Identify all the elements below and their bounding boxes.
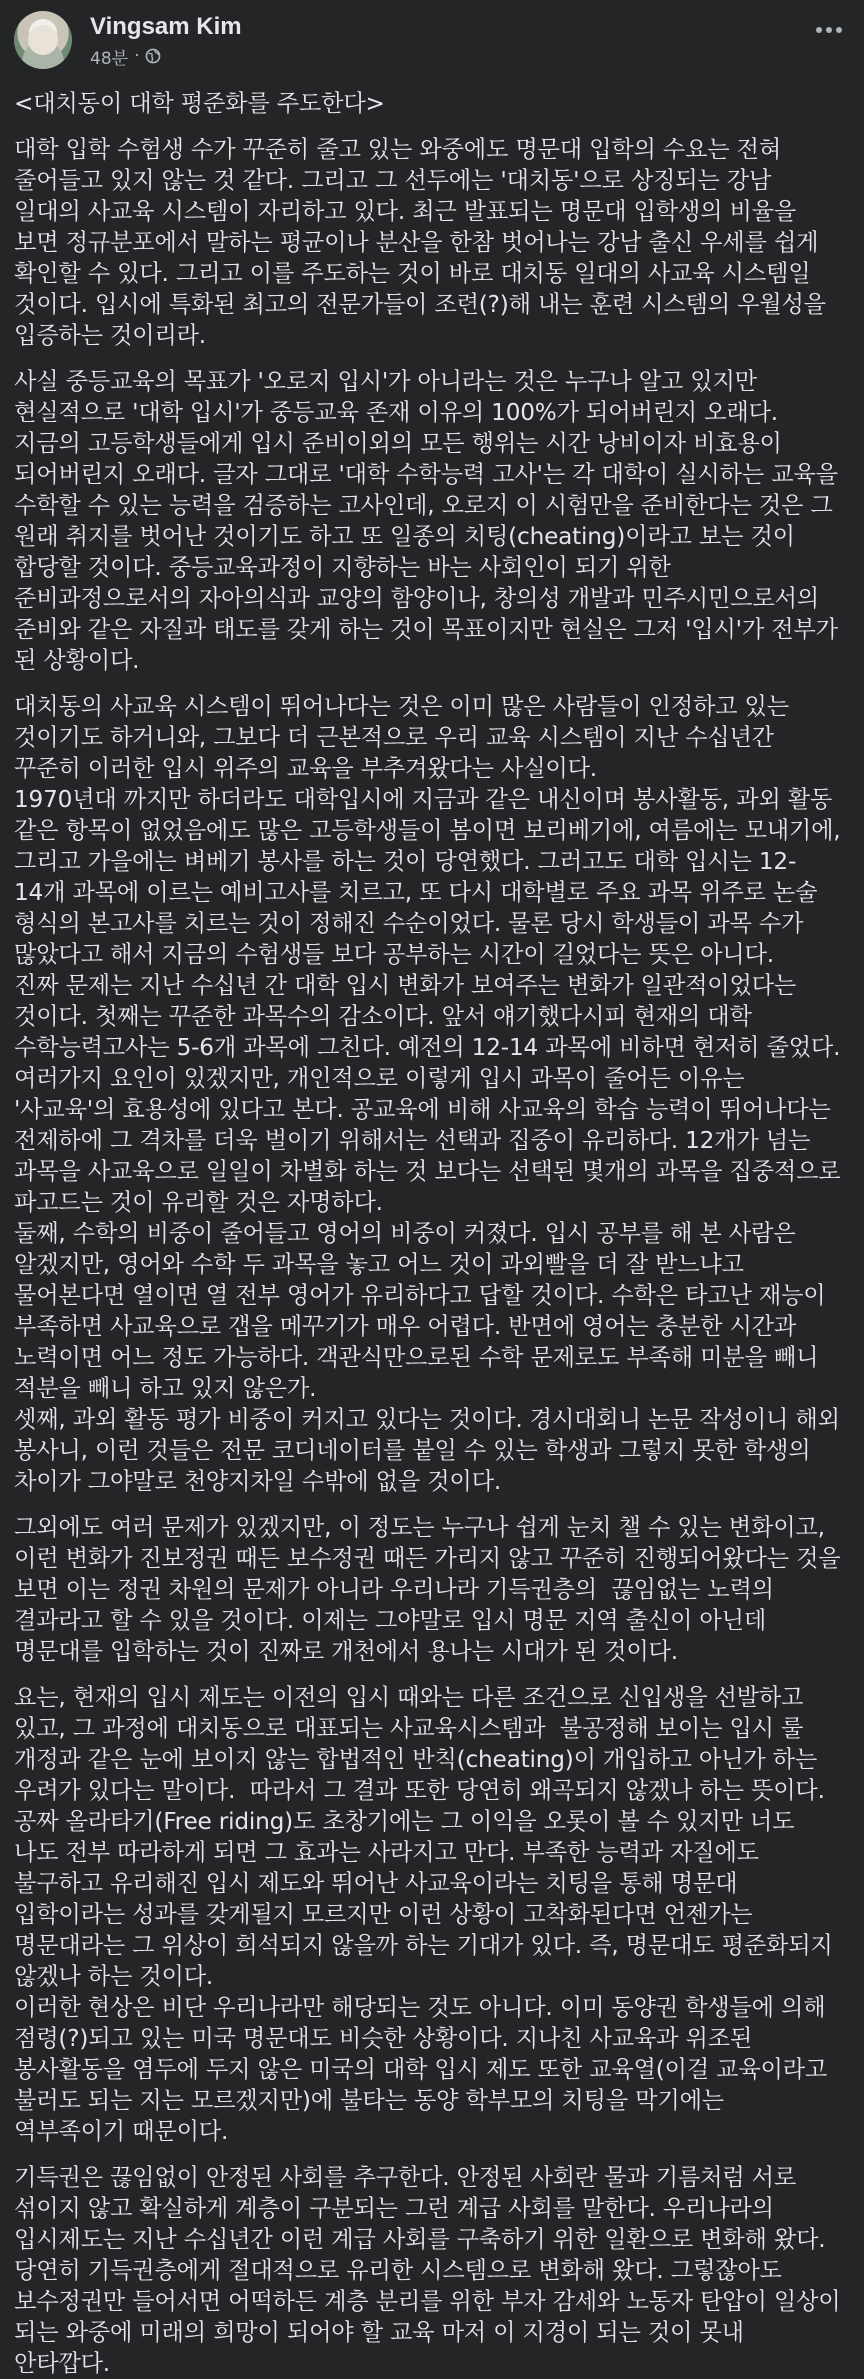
- more-dot: [816, 27, 822, 33]
- post-paragraph: 그외에도 여러 문제가 있겠지만, 이 정도는 누구나 쉽게 눈치 챌 수 있는 변화이고, 이런 변화가 진보정권 때든 보수정권 때든 가리지 않고 꾸준히 진행되어왔다는 것을 보면 이는 정권 차원의 문제가 아니라 우리나라 기득권층의 끊임없는 노력의 결과라고 할 수 있을 것이다. 이제는 그야말로 입시 명문 지역 출신이 아닌데 명문대를 입학하는 것이 진짜로 개천에서 용나는 시대가 된 것이다.: [14, 1514, 848, 1665]
- separator-dot: ·: [134, 46, 140, 66]
- post-paragraph: 둘째, 수학의 비중이 줄어들고 영어의 비중이 커졌다. 입시 공부를 해 본 사람은 알겠지만, 영어와 수학 두 과목을 놓고 어느 것이 과외빨을 더 잘 받느냐고 물어본다면 열이면 열 전부 영어가 유리하다고 답할 것이다. 수학은 타고난 재능이 부족하면 사교육으로 갭을 메꾸기가 매우 어렵다. 반면에 영어는 충분한 시간과 노력이면 어느 정도 가능하다. 객관식만으로된 수학 문제로도 부족해 미분을 빼니 적분을 빼니 하고 있지 않은가.: [14, 1220, 833, 1402]
- globe-icon[interactable]: [145, 48, 161, 64]
- author-name[interactable]: Vingsam Kim: [90, 12, 242, 40]
- more-dot: [826, 27, 832, 33]
- post-paragraph: 대학 입학 수험생 수가 꾸준히 줄고 있는 와중에도 명문대 입학의 수요는 전혀 줄어들고 있지 않는 것 같다. 그리고 그 선두에는 '대치동'으로 상징되는 강남 일대의 사교육 시스템이 자리하고 있다. 최근 발표되는 명문대 입학생의 비율을 보면 정규분포에서 말하는 평균이나 분산을 한참 벗어나는 강남 출신 우세를 쉽게 확인할 수 있다. 그리고 이를 주도하는 것이 바로 대치동 일대의 사교육 시스템일 것이다. 입시에 특화된 최고의 전문가들이 조련(?)해 내는 훈련 시스템의 우월성을 입증하는 것이리라.: [14, 136, 834, 349]
- more-dot: [836, 27, 842, 33]
- post-header: [14, 0, 846, 78]
- more-options-icon[interactable]: [812, 13, 846, 47]
- post-subline: [90, 44, 812, 69]
- post-paragraph: 사실 중등교육의 목표가 '오로지 입시'가 아니라는 것은 누구나 알고 있지만 현실적으로 '대학 입시'가 중등교육 존재 이유의 100%가 되어버린지 오래다. 지금의 고등학생들에게 입시 준비이외의 모든 행위는 시간 낭비이자 비효용이 되어버린지 오래다. 글자 그대로 '대학 수학능력 고사'는 각 대학이 실시하는 교육을 수학할 수 있는 능력을 검증하는 고사인데, 오로지 이 시험만을 준비한다는 것은 그 원래 취지를 벗어난 것이기도 하고 또 일종의 치팅(cheating)이라고 보는 것이 합당할 것이다. 중등교육과정이 지향하는 바는 사회인이 되기 위한 준비과정으로서의 자아의식과 교양의 함양이나, 창의성 개발과 민주시민으로서의 준비와 같은 자질과 태도를 갖게 하는 것이 목표이지만 현실은 그저 '입시'가 전부가 된 상황이다.: [14, 368, 845, 674]
- post-title: <대치동이 대학 평준화를 주도한다>: [14, 90, 385, 117]
- post-paragraph: 셋째, 과외 활동 평가 비중이 커지고 있다는 것이다. 경시대회니 논문 작성이니 해외 봉사니, 이런 것들은 전문 코디네이터를 붙일 수 있는 학생과 그렇지 못한 학생의 차이가 그야말로 천양지차일 수밖에 없을 것이다.: [14, 1406, 847, 1495]
- post-paragraph: 진짜 문제는 지난 수십년 간 대학 입시 변화가 보여주는 변화가 일관적이었다는 것이다. 첫째는 꾸준한 과목수의 감소이다. 앞서 얘기했다시피 현재의 대학 수학능력고사는 5-6개 과목에 그친다. 예전의 12-14 과목에 비하면 현저히 줄었다. 여러가지 요인이 있겠지만, 개인적으로 이렇게 입시 과목이 줄어든 이유는 '사교육'의 효용성에 있다고 본다. 공교육에 비해 사교육의 학습 능력이 뛰어나다는 전제하에 그 격차를 더욱 벌이기 위해서는 선택과 집중이 유리하다. 12개가 넘는 과목을 사교육으로 일일이 차별화 하는 것 보다는 선택된 몇개의 과목을 집중적으로 파고드는 것이 유리할 것은 자명하다.: [14, 972, 848, 1216]
- post-paragraph: 1970년대 까지만 하더라도 대학입시에 지금과 같은 내신이며 봉사활동, 과외 활동 같은 항목이 없었음에도 많은 고등학생들이 봄이면 보리베기에, 여름에는 모내기에, 그리고 가을에는 벼베기 봉사를 하는 것이 당연했다. 그러고도 대학 입시는 12-14개 과목에 이르는 예비고사를 치르고, 또 다시 대학별로 주요 과목 위주로 논술 형식의 본고사를 치르는 것이 정해진 수순이었다. 물론 당시 학생들이 과목 수가 많았다고 해서 지금의 수험생들 보다 공부하는 시간이 길었다는 뜻은 아니다.: [14, 786, 848, 968]
- post-meta: [90, 12, 812, 69]
- post-timestamp[interactable]: 48분: [90, 48, 129, 69]
- post-paragraph: 대치동의 사교육 시스템이 뛰어나다는 것은 이미 많은 사람들이 인정하고 있는 것이기도 하거니와, 그보다 더 근본적으로 우리 교육 시스템이 지난 수십년간 꾸준히 이러한 입시 위주의 교육을 부추겨왔다는 사실이다.: [14, 693, 797, 782]
- post-paragraph: 요는, 현재의 입시 제도는 이전의 입시 때와는 다른 조건으로 신입생을 선발하고 있고, 그 과정에 대치동으로 대표되는 사교육시스템과 불공정해 보이는 입시 룰 개정과 같은 눈에 보이지 않는 합법적인 반칙(cheating)이 개입하고 아닌가 하는 우려가 있다는 말이다. 따라서 그 결과 또한 당연히 왜곡되지 않겠나 하는 뜻이다. 공짜 올라타기(Free riding)도 초창기에는 그 이익을 오롯이 볼 수 있지만 너도 나도 전부 따라하게 되면 그 효과는 사라지고 만다. 부족한 능력과 자질에도 불구하고 유리해진 입시 제도와 뛰어난 사교육이라는 치팅을 통해 명문대 입학이라는 성과를 갖게될지 모르지만 이런 상황이 고착화된다면 언젠가는 명문대라는 그 위상이 희석되지 않을까 하는 기대가 있다. 즉, 명문대도 평준화되지 않겠나 하는 것이다.: [14, 1684, 840, 1990]
- post-paragraph: 이러한 현상은 비단 우리나라만 해당되는 것도 아니다. 이미 동양권 학생들에 의해 점령(?)되고 있는 미국 명문대도 비슷한 상황이다. 지나친 사교육과 위조된 봉사활동을 염두에 두지 않은 미국의 대학 입시 제도 또한 교육열(이걸 교육이라고 불러도 되는 지는 모르겠지만)에 불타는 동양 학부모의 치팅을 막기에는 역부족이기 때문이다.: [14, 1994, 835, 2145]
- post-paragraph: 기득권은 끊임없이 안정된 사회를 추구한다. 안정된 사회란 물과 기름처럼 서로 섞이지 않고 확실하게 계층이 구분되는 그런 계급 사회를 말한다. 우리나라의 입시제도는 지난 수십년간 이런 계급 사회를 구축하기 위한 일환으로 변화해 왔다. 당연히 기득권층에게 절대적으로 유리한 시스템으로 변화해 왔다. 그렇잖아도 보수정권만 들어서면 어떡하든 계층 분리를 위한 부자 감세와 노동자 탄압이 일상이 되는 와중에 미래의 희망이 되어야 할 교육 마저 이 지경이 되는 것이 못내 안타깝다.: [14, 2164, 848, 2377]
- avatar[interactable]: [14, 11, 72, 69]
- post-body: [14, 88, 846, 2379]
